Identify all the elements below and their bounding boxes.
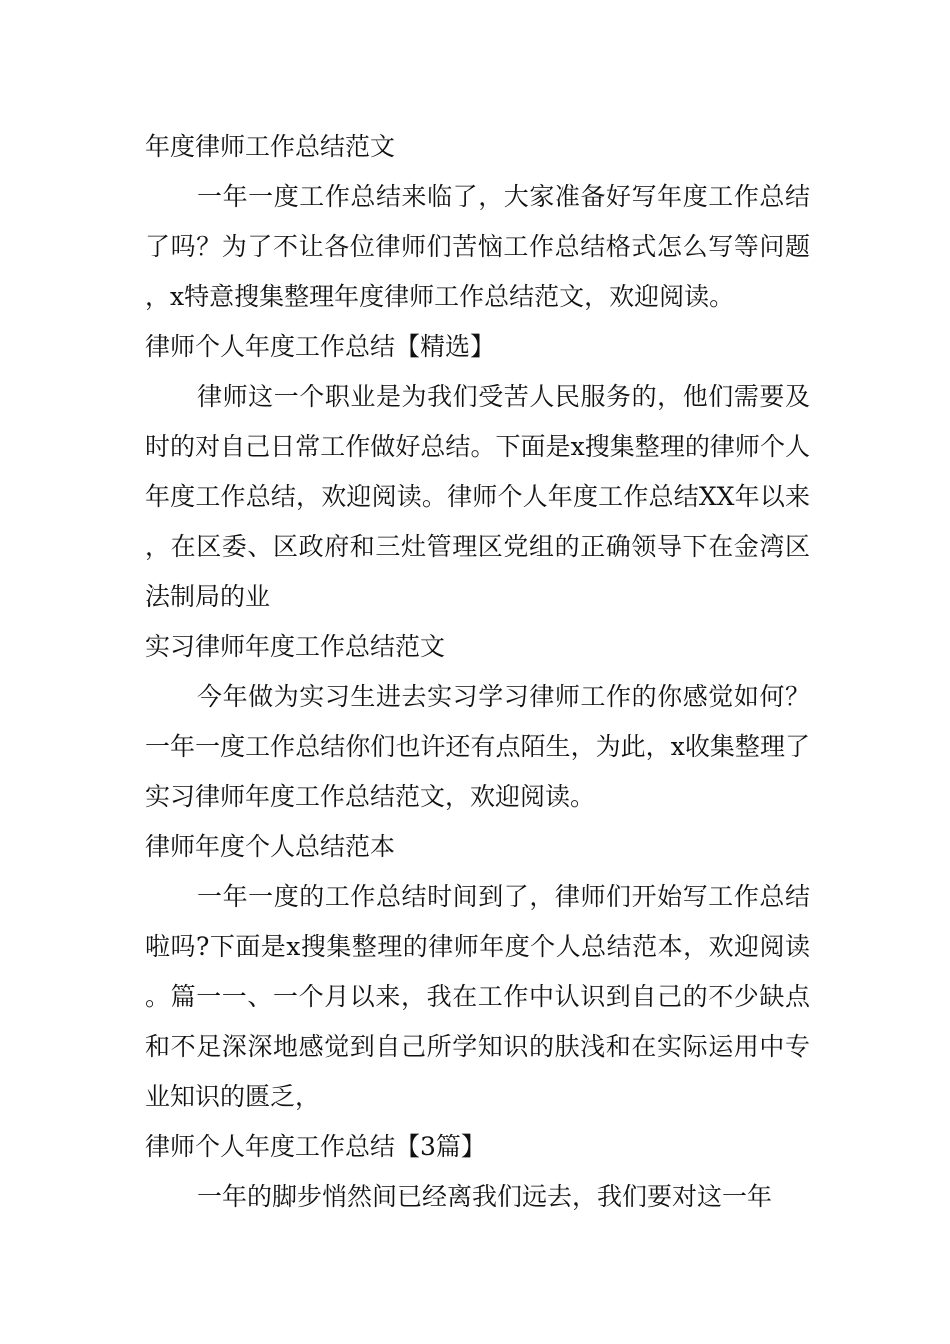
- section-heading: 律师个人年度工作总结【3篇】: [145, 1132, 486, 1161]
- section-heading: 年度律师工作总结范文: [145, 132, 396, 161]
- section-heading: 律师年度个人总结范本: [145, 832, 396, 861]
- section-heading: 律师个人年度工作总结【精选】: [145, 332, 496, 361]
- section-paragraph: 今年做为实习生进去实习学习律师工作的你感觉如何？一年一度工作总结你们也许还有点陌生，为此，x收集整理了实习律师年度工作总结范文，欢迎阅读。: [145, 682, 810, 811]
- section-5: [145, 1122, 810, 1222]
- section-4: [145, 822, 810, 1122]
- section-heading: 实习律师年度工作总结范文: [145, 632, 446, 661]
- section-paragraph: 律师这一个职业是为我们受苦人民服务的，他们需要及时的对自己日常工作做好总结。下面是x搜集整理的律师个人年度工作总结，欢迎阅读。律师个人年度工作总结XX年以来，在区委、区政府和三灶管理区党组的正确领导下在金湾区法制局的业: [145, 382, 810, 611]
- section-paragraph: 一年的脚步悄然间已经离我们远去，我们要对这一年: [197, 1182, 773, 1211]
- section-2: [145, 322, 810, 622]
- section-paragraph: 一年一度工作总结来临了，大家准备好写年度工作总结了吗？为了不让各位律师们苦恼工作总结格式怎么写等问题，x特意搜集整理年度律师工作总结范文，欢迎阅读。: [145, 182, 810, 311]
- section-1: [145, 122, 810, 322]
- document-page: [145, 122, 810, 1222]
- section-3: [145, 622, 810, 822]
- section-paragraph: 一年一度的工作总结时间到了，律师们开始写工作总结啦吗?下面是x搜集整理的律师年度个人总结范本，欢迎阅读。篇一一、一个月以来，我在工作中认识到自己的不少缺点和不足深深地感觉到自己所学知识的肤浅和在实际运用中专业知识的匮乏，: [145, 882, 810, 1111]
